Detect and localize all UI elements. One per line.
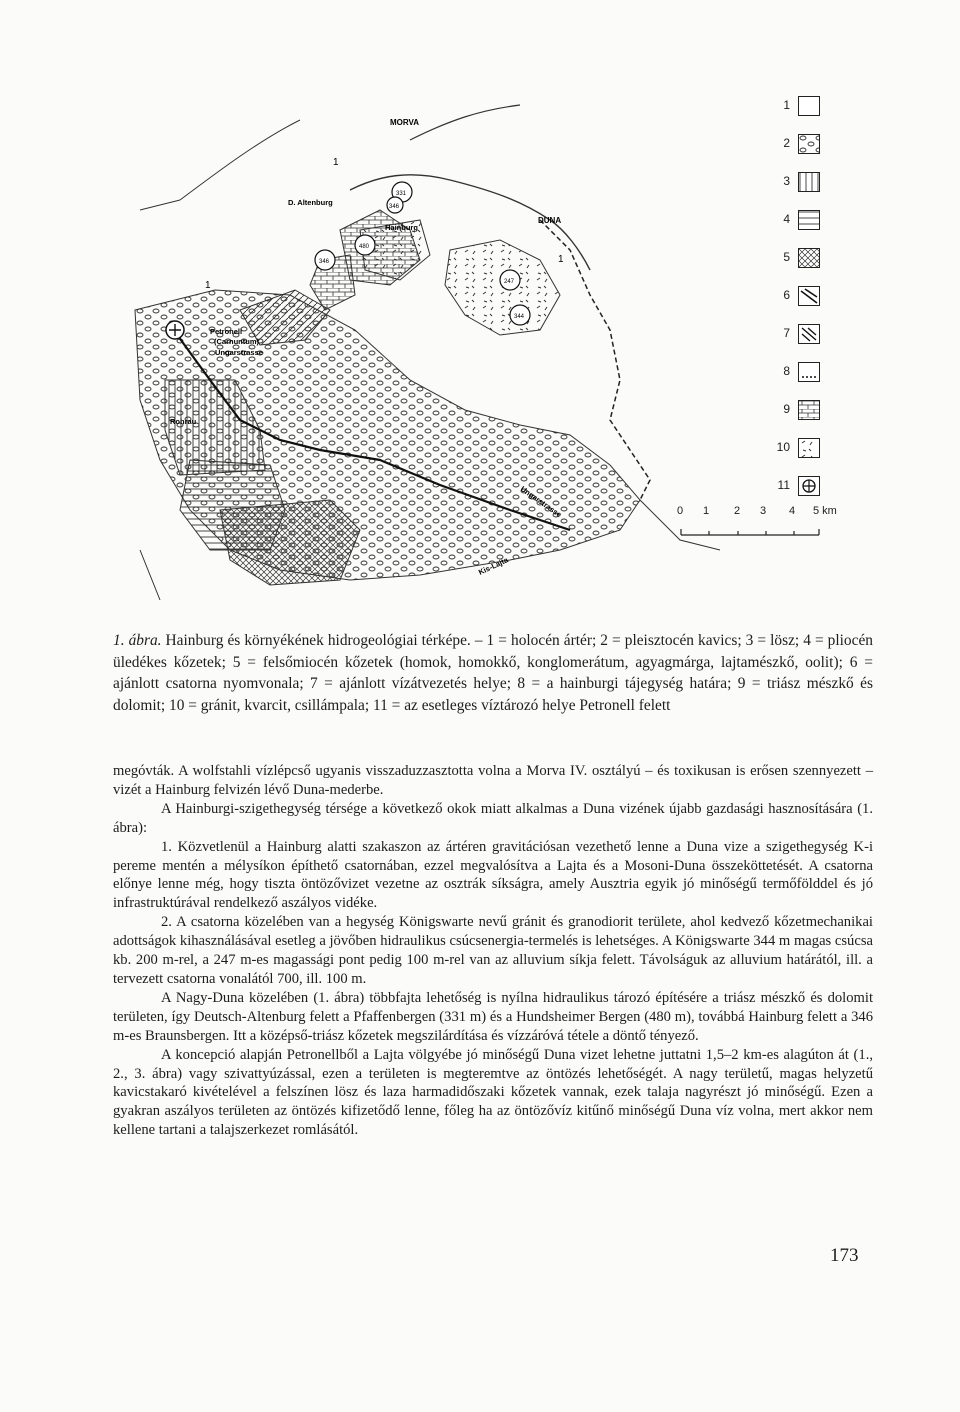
label-petronell: Petronell — [210, 327, 243, 336]
label-kis-lajta: Kis-Lajta — [477, 555, 510, 577]
legend-item-1 — [770, 96, 840, 118]
label-rohrau: Rohrau — [170, 417, 197, 426]
legend-swatch-holocene — [798, 96, 820, 116]
label-h247: 247 — [504, 279, 515, 285]
legend-swatch-loess — [798, 172, 820, 192]
legend-item-7 — [770, 324, 840, 346]
page-number: 173 — [830, 1245, 859, 1266]
legend-item-6 — [770, 286, 840, 308]
paragraph-6: A koncepció alapján Petronellből a Lajta völgyébe jó minőségű Duna vizet lehetne juttatni 1,5–2 km-es alagúton át (1., 2., 3. ábra) vagy szivattyúzással, ezen a területen is megteremtve az öntözés lehetőségét. A nagy területű, magas helyzetű kavicstakaró kivételével a felszínen lösz és laza harmadidőszaki kőzetek vannak, ezek talaja nagyrészt jó minőségű. Ezen a gyakran aszályos területen az öntözés kifizetődő lenne, főleg ha az öntözővíz kitűnő minőségű Duna víz volna, mert akkor nem kellene tartani a talajszerkezet romlásától. — [113, 1046, 873, 1139]
legend-swatch-limestone — [798, 400, 820, 420]
legend-swatch-reservoir — [798, 476, 820, 496]
scale-tick-0: 0 — [677, 505, 684, 517]
morva-line — [410, 105, 520, 140]
legend-swatch-granite — [798, 438, 820, 458]
map-border-line — [180, 120, 300, 200]
label-h346b: 346 — [319, 259, 330, 265]
label-h346: 346 — [389, 204, 400, 210]
caption-text: Hainburg és környékének hidrogeológiai térképe. – 1 = holocén ártér; 2 = pleisztocén kavics; 3 = lösz; 4 = pliocén üledékes kőzetek; 5 = felsőmiocén kőzetek (homok, homokkő, konglomerátum, agyagmárga, lajtamészkő, oolit); 6 = ajánlott csatorna nyomvonala; 7 = ajánlott vízátvezetés helye; 8 = a hainburgi tájegység határa; 9 = triász mészkő és dolomit; 10 = gránit, kvarcit, csillámpala; 11 = az esetleges víztározó helye Petronell felett — [113, 632, 873, 714]
miocene-area — [220, 500, 360, 585]
legend-item-11 — [770, 476, 840, 498]
label-h480: 480 — [359, 244, 370, 250]
label-one-a: 1 — [333, 157, 339, 168]
legend-number: 4 — [783, 212, 790, 226]
scale-tick-2: 2 — [734, 505, 741, 517]
legend-swatch-transfer — [798, 324, 820, 344]
legend-number: 5 — [783, 250, 790, 264]
legend-item-2 — [770, 134, 840, 156]
caption-label: 1. ábra. — [113, 632, 162, 649]
label-carnuntum: (Carnuntum) — [214, 337, 259, 346]
legend-number: 1 — [783, 98, 790, 112]
paragraph-2: A Hainburgi-szigethegység térsége a következő okok miatt alkalmas a Duna vizének újabb gazdasági hasznosítására (1. ábra): — [113, 800, 873, 836]
scale-tick-3: 3 — [760, 505, 767, 517]
label-h331: 331 — [396, 191, 407, 197]
label-d-altenburg: D. Altenburg — [288, 198, 333, 207]
legend-swatch-boundary — [798, 362, 820, 382]
scale-tick-5: 5 km — [813, 505, 837, 517]
label-h344: 344 — [514, 314, 525, 320]
legend-item-8 — [770, 362, 840, 384]
label-one-c: 1 — [558, 254, 564, 265]
label-morva: MORVA — [390, 118, 420, 127]
legend-number: 7 — [783, 326, 790, 340]
scale-line — [677, 523, 827, 539]
label-duna: DUNA — [538, 216, 562, 225]
legend-swatch-pliocene — [798, 210, 820, 230]
label-ungarstrasse: Ungarstrasse — [215, 348, 263, 357]
figure-caption — [113, 630, 873, 716]
label-ungarstrasse-diag: Ungarstrasse — [518, 484, 564, 520]
paragraph-4: 2. A csatorna közelében van a hegység Königswarte nevű gránit és granodiorit területe, ahol kedvező kőzetmechanikai adottságok kihasználásával esetleg a jövőben hidraulikus csúcsenergia-termelés is lehetséges. A Königswarte 344 m magas csúcsa kb. 200 m-rel, a 247 m-es magassági pont pedig 100 m-rel van az alluvium síkja felett. Távolságuk az alluvium határától, ill. a tervezett csatorna vonalától 700, ill. 100 m. — [113, 914, 873, 987]
legend-item-10 — [770, 438, 840, 460]
legend-number: 6 — [783, 288, 790, 302]
legend-number: 3 — [783, 174, 790, 188]
paragraph-3: 1. Közvetlenül a Hainburg alatti szakaszon az ártéren gravitációsan vezethető lenne a Duna vize a szigethegység K-i pereme mentén a mélysíkon építhető csatornában, ezzel megvalósítva a Lajta és a Mosoni-Duna összeköttetését. A csatorna előnye lenne még, hogy tiszta öntözővizet vezetne az osztrák síkságra, amely Ausztria egyik jó minőségű termőfölddel és jó infrastruktúrával rendelkező aszályos vidéke. — [113, 838, 873, 912]
body-text — [113, 762, 873, 1140]
legend-number: 2 — [783, 136, 790, 150]
legend-swatch-canal — [798, 286, 820, 306]
legend-number: 9 — [783, 402, 790, 416]
label-hainburg: Hainburg — [385, 223, 418, 232]
granite-area — [445, 240, 560, 335]
legend-item-9 — [770, 400, 840, 422]
legend-number: 11 — [777, 478, 790, 492]
legend-number: 8 — [783, 364, 790, 378]
scale-bar — [677, 505, 847, 545]
scale-tick-4: 4 — [789, 505, 796, 517]
legend-item-5 — [770, 248, 840, 270]
paragraph-1: megóvták. A wolfstahli vízlépcső ugyanis visszaduzzasztotta volna a Morva IV. osztályú – és toxikusan is erősen szennyezett – vizét a Hainburg felvizén lévő Duna-mederbe. — [113, 763, 873, 798]
label-one-b: 1 — [205, 280, 211, 291]
legend-item-3 — [770, 172, 840, 194]
legend-swatch-gravel — [798, 134, 820, 154]
legend-number: 10 — [776, 440, 790, 454]
paragraph-5: A Nagy-Duna közelében (1. ábra) többfajta lehetőség is nyílna hidraulikus tározó építésére a triász mészkő és dolomit területen, így Deutsch-Altenburg felett a Pfaffenbergen (331 m) és a Hundsheimer Bergen (480 m), továbbá Hainburg felett a 346 m-es Braunsbergen. Itt a középső-triász kőzetek megszilárdítása és vízzáróvá tétele a döntő tényező. — [113, 989, 873, 1044]
legend-item-4 — [770, 210, 840, 232]
legend-swatch-miocene — [798, 248, 820, 268]
scale-tick-1: 1 — [703, 505, 710, 517]
